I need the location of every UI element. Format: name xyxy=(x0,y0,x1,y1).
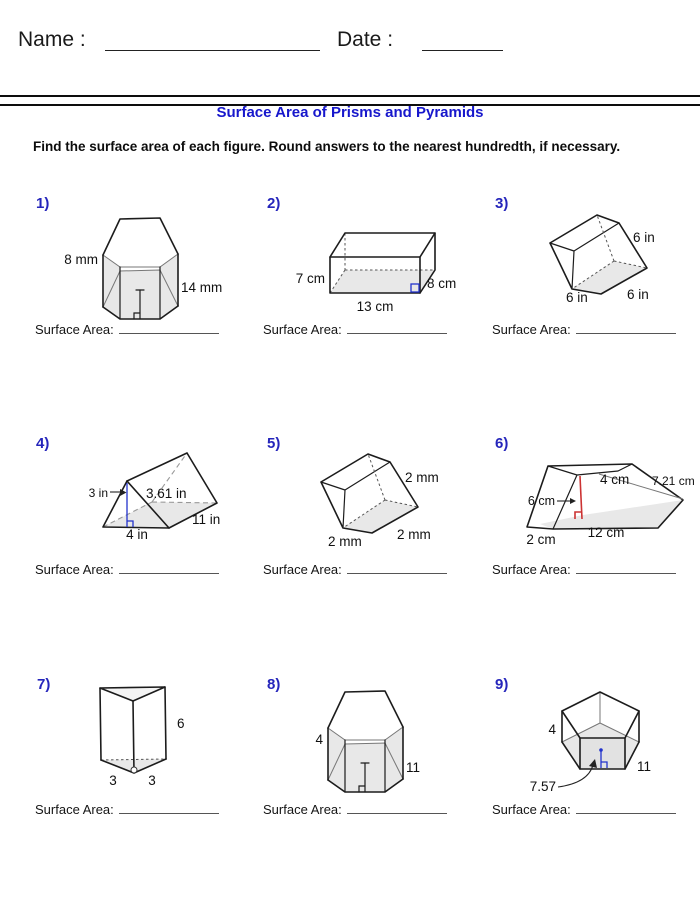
answer-blank-1[interactable] xyxy=(119,320,219,334)
problem-number-8: 8) xyxy=(267,676,281,693)
surface-area-row xyxy=(263,320,447,337)
figure-oblique-cube-5 xyxy=(295,448,445,553)
figure-rectangular-prism-2 xyxy=(275,225,465,320)
problem-number-4: 4) xyxy=(36,435,50,452)
right-face xyxy=(160,254,178,319)
surface-area-label: Surface Area: xyxy=(35,322,114,337)
dim-label: 6 in xyxy=(627,287,649,302)
answer-blank-2[interactable] xyxy=(347,320,447,334)
dim-label: 7.57 xyxy=(529,779,556,794)
dim-label: 3 in xyxy=(88,486,108,500)
arrowhead-icon xyxy=(120,489,127,496)
dim-label: 7 cm xyxy=(295,271,325,286)
figure-hexagonal-prism-8 xyxy=(275,685,435,797)
surface-area-row xyxy=(35,560,219,577)
name-blank-line[interactable] xyxy=(105,28,320,51)
surface-area-label: Surface Area: xyxy=(35,802,114,817)
surface-area-label: Surface Area: xyxy=(263,322,342,337)
dim-label: 4 xyxy=(315,732,323,747)
top-face-edges xyxy=(330,233,435,257)
problem-number-2: 2) xyxy=(267,195,281,212)
dim-label: 8 mm xyxy=(64,252,98,267)
surface-area-label: Surface Area: xyxy=(263,562,342,577)
date-blank-line[interactable] xyxy=(422,28,503,51)
instruction-text: Find the surface area of each figure. Round answers to the nearest hundredth, if necessary. xyxy=(33,139,621,154)
surface-area-row xyxy=(263,560,447,577)
surface-area-row xyxy=(492,320,676,337)
figure-hexagonal-prism-1 xyxy=(50,210,230,325)
dim-label: 2 mm xyxy=(328,534,362,549)
dim-label: 14 mm xyxy=(181,280,223,295)
surface-area-label: Surface Area: xyxy=(492,562,571,577)
right-face xyxy=(385,727,403,792)
dim-label: 4 cm xyxy=(600,472,630,487)
front-face xyxy=(580,738,625,769)
top-face xyxy=(100,687,165,701)
problem-number-5: 5) xyxy=(267,435,281,452)
problem-number-7: 7) xyxy=(37,676,51,693)
surface-area-label: Surface Area: xyxy=(492,322,571,337)
surface-area-label: Surface Area: xyxy=(492,802,571,817)
dim-label: 6 in xyxy=(633,230,655,245)
dim-label: 11 xyxy=(406,760,421,775)
answer-blank-9[interactable] xyxy=(576,800,676,814)
answer-blank-5[interactable] xyxy=(347,560,447,574)
answer-blank-3[interactable] xyxy=(576,320,676,334)
surface-area-label: Surface Area: xyxy=(35,562,114,577)
answer-blank-8[interactable] xyxy=(347,800,447,814)
surface-area-row xyxy=(492,800,676,817)
dim-label: 2 mm xyxy=(405,470,439,485)
dim-label: 3.61 in xyxy=(146,486,187,501)
problem-number-1: 1) xyxy=(36,195,50,212)
surface-area-row xyxy=(492,560,676,577)
dim-label: 13 cm xyxy=(356,299,394,314)
top-hexagon-back-edges xyxy=(328,691,403,728)
dim-label: 2 mm xyxy=(397,527,431,542)
dim-label: 8 cm xyxy=(427,276,457,291)
name-label: Name : xyxy=(18,28,86,51)
figure-pentagonal-prism-9 xyxy=(510,682,700,794)
dim-label: 6 in xyxy=(566,290,588,305)
dim-label: 4 in xyxy=(126,527,148,542)
figure-triangular-prism-4 xyxy=(70,445,235,545)
problem-number-3: 3) xyxy=(495,195,509,212)
surface-area-label: Surface Area: xyxy=(263,802,342,817)
dim-label: 4 xyxy=(548,722,556,737)
dim-label: 7.21 cm xyxy=(652,474,695,488)
figure-oblique-cube-3 xyxy=(520,205,700,315)
dim-label: 3 xyxy=(109,773,117,788)
surface-area-row xyxy=(263,800,447,817)
answer-blank-4[interactable] xyxy=(119,560,219,574)
figure-trapezoidal-prism-6 xyxy=(515,452,700,548)
date-label: Date : xyxy=(337,28,394,51)
surface-area-row xyxy=(35,320,219,337)
dim-label: 6 cm xyxy=(527,494,555,508)
dim-label: 11 in xyxy=(192,512,221,527)
answer-blank-6[interactable] xyxy=(576,560,676,574)
answer-blank-7[interactable] xyxy=(119,800,219,814)
worksheet-title: Surface Area of Prisms and Pyramids xyxy=(216,104,484,121)
figure-triangular-prism-7 xyxy=(85,680,195,792)
dim-label: 3 xyxy=(148,773,156,788)
arrowhead-icon xyxy=(570,498,576,504)
dim-label: 12 cm xyxy=(587,525,625,540)
dim-label: 6 xyxy=(177,716,185,731)
top-hexagon-back-edges xyxy=(103,218,178,255)
dim-label: 11 xyxy=(637,759,652,774)
dim-label: 2 cm xyxy=(526,532,556,547)
surface-area-row xyxy=(35,800,219,817)
vertex-dot-icon xyxy=(131,767,137,773)
problem-number-6: 6) xyxy=(495,435,509,452)
problem-number-9: 9) xyxy=(495,676,509,693)
